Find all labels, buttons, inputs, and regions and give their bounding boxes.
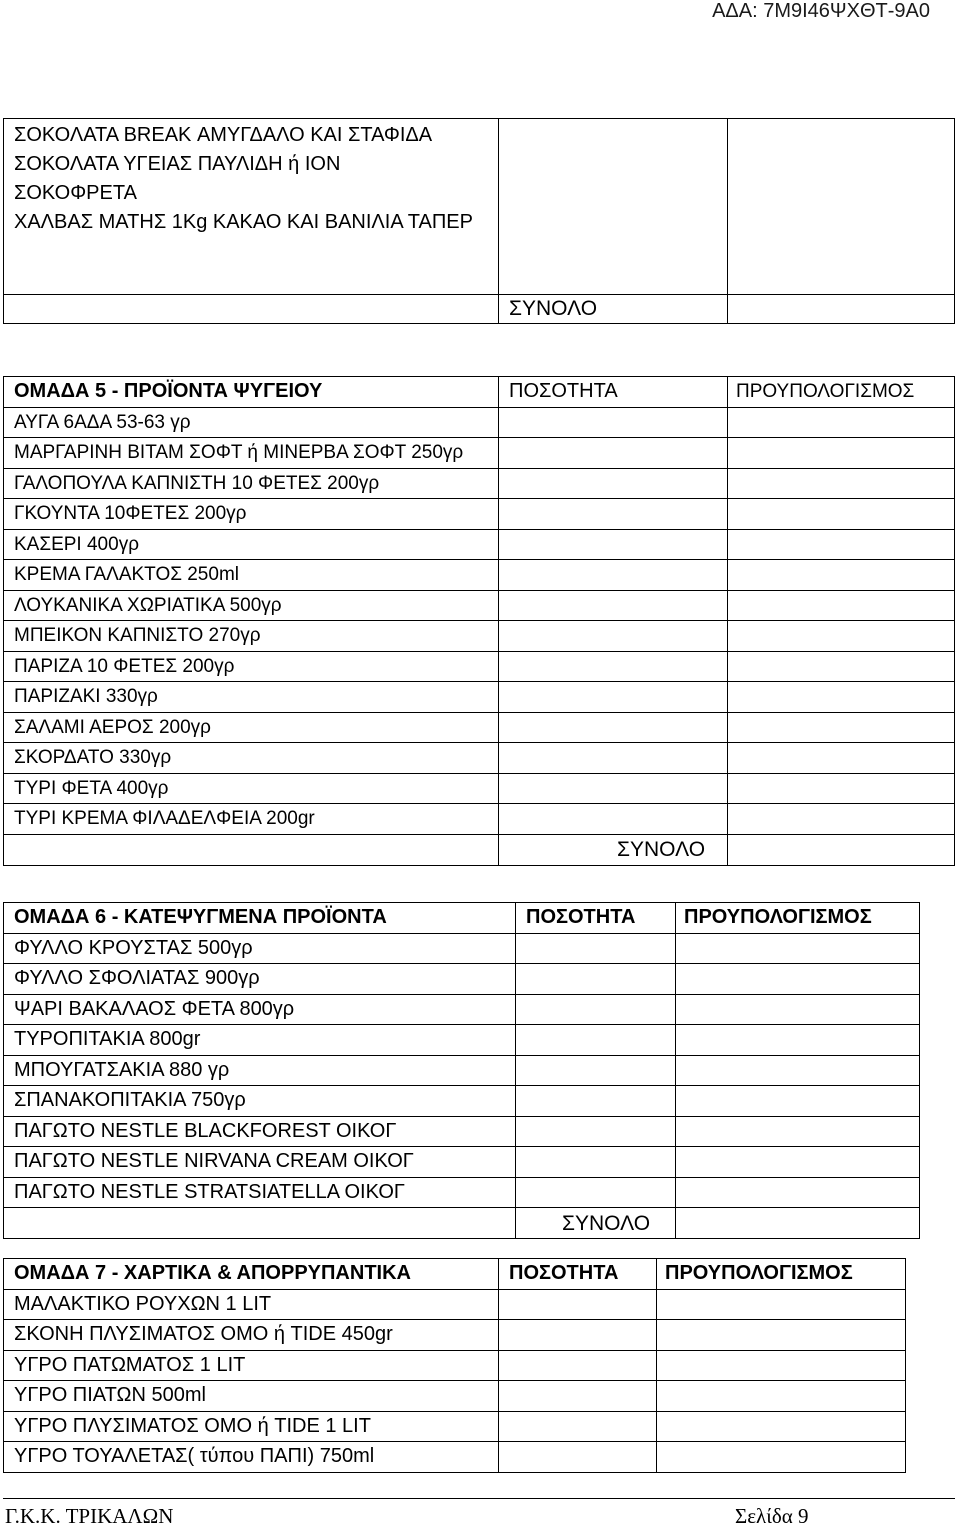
table-row xyxy=(4,1116,920,1147)
table-row xyxy=(4,1055,920,1086)
budget-cell[interactable] xyxy=(728,438,955,469)
page-number: Σελίδα 9 xyxy=(735,1504,809,1528)
table-row xyxy=(4,407,955,438)
empty-cell xyxy=(4,1208,516,1239)
quantity-cell[interactable] xyxy=(499,499,728,530)
total-label: ΣΥΝΟΛΟ xyxy=(516,1208,676,1239)
table-row xyxy=(4,119,955,295)
item-name: ΠΑΡΙΖΑ 10 ΦΕΤΕΣ 200γρ xyxy=(4,651,499,682)
budget-cell[interactable] xyxy=(676,933,920,964)
table-row xyxy=(4,712,955,743)
list-item: ΣΟΚΟΦΡΕΤΑ xyxy=(14,182,137,204)
quantity-cell[interactable] xyxy=(516,1116,676,1147)
quantity-cell[interactable] xyxy=(499,1442,657,1473)
quantity-cell[interactable] xyxy=(499,1381,657,1412)
budget-cell[interactable] xyxy=(657,1289,906,1320)
quantity-cell[interactable] xyxy=(499,743,728,774)
table-header-row xyxy=(4,903,920,934)
item-name: ΦΥΛΛΟ ΚΡΟΥΣΤΑΣ 500γρ xyxy=(4,933,516,964)
budget-cell[interactable] xyxy=(676,1055,920,1086)
item-name: ΤΥΡΙ ΦΕΤΑ 400γρ xyxy=(4,773,499,804)
budget-header: ΠΡΟΥΠΟΛΟΓΙΣΜΟΣ xyxy=(657,1259,906,1290)
table-row xyxy=(4,834,955,865)
item-name: ΓΚΟΥΝΤΑ 10ΦΕΤΕΣ 200γρ xyxy=(4,499,499,530)
budget-cell[interactable] xyxy=(728,560,955,591)
quantity-header: ΠΟΣΟΤΗΤΑ xyxy=(499,377,728,408)
item-name: ΑΥΓΑ 6ΑΔΑ 53-63 γρ xyxy=(4,407,499,438)
quantity-header: ΠΟΣΟΤΗΤΑ xyxy=(516,903,676,934)
budget-cell[interactable] xyxy=(728,651,955,682)
quantity-cell[interactable] xyxy=(499,1350,657,1381)
budget-cell[interactable] xyxy=(676,964,920,995)
total-value-cell[interactable] xyxy=(676,1208,920,1239)
quantity-cell[interactable] xyxy=(516,933,676,964)
table-row xyxy=(4,1381,906,1412)
budget-cell[interactable] xyxy=(728,590,955,621)
quantity-cell[interactable] xyxy=(516,1086,676,1117)
quantity-header: ΠΟΣΟΤΗΤΑ xyxy=(499,1259,657,1290)
budget-cell[interactable] xyxy=(657,1411,906,1442)
empty-cell xyxy=(4,295,499,324)
budget-cell[interactable] xyxy=(728,119,955,295)
item-name: ΥΓΡΟ ΠΛΥΣΙΜΑΤΟΣ ΟΜΟ ή TIDE 1 LIT xyxy=(4,1411,499,1442)
quantity-cell[interactable] xyxy=(516,1025,676,1056)
table-row xyxy=(4,682,955,713)
item-name: ΚΑΣΕΡΙ 400γρ xyxy=(4,529,499,560)
table-row xyxy=(4,1025,920,1056)
item-name: ΠΑΓΩΤΟ NESTLE BLACKFOREST ΟΙΚΟΓ xyxy=(4,1116,516,1147)
table-row xyxy=(4,773,955,804)
quantity-cell[interactable] xyxy=(499,590,728,621)
total-label: ΣΥΝΟΛΟ xyxy=(499,834,728,865)
quantity-cell[interactable] xyxy=(499,712,728,743)
total-value-cell[interactable] xyxy=(728,834,955,865)
footer-divider xyxy=(3,1498,955,1499)
group-title: ΟΜΑΔΑ 5 - ΠΡΟΪΟΝΤΑ ΨΥΓΕΙΟΥ xyxy=(4,377,499,408)
list-item: ΣΟΚΟΛΑΤΑ ΥΓΕΙΑΣ ΠΑΥΛΙΔΗ ή ΙΟΝ xyxy=(14,153,341,175)
empty-cell xyxy=(4,834,499,865)
budget-cell[interactable] xyxy=(657,1320,906,1351)
item-name: ΥΓΡΟ ΤΟΥΑΛΕΤΑΣ( τύπου ΠΑΠΙ) 750ml xyxy=(4,1442,499,1473)
item-name: ΤΥΡΟΠΙΤΑΚΙΑ 800gr xyxy=(4,1025,516,1056)
ada-code: ΑΔΑ: 7Μ9Ι46ΨΧΘΤ-9Α0 xyxy=(712,0,930,22)
table-row xyxy=(4,1208,920,1239)
budget-cell[interactable] xyxy=(728,499,955,530)
quantity-cell[interactable] xyxy=(499,560,728,591)
item-name: ΣΚΟΝΗ ΠΛΥΣΙΜΑΤΟΣ ΟΜΟ ή TIDE 450gr xyxy=(4,1320,499,1351)
budget-cell[interactable] xyxy=(676,1116,920,1147)
table-row xyxy=(4,1177,920,1208)
list-item: ΣΟΚΟΛΑΤΑ BREAK ΑΜΥΓΔΑΛΟ ΚΑΙ ΣΤΑΦΙΔΑ xyxy=(14,124,433,146)
item-name: ΜΠΟΥΓΑΤΣΑΚΙΑ 880 γρ xyxy=(4,1055,516,1086)
budget-cell[interactable] xyxy=(728,682,955,713)
table-header-row xyxy=(4,1259,906,1290)
budget-cell[interactable] xyxy=(657,1350,906,1381)
total-label: ΣΥΝΟΛΟ xyxy=(499,295,728,324)
list-item: ΧΑΛΒΑΣ ΜΑΤΗΣ 1Kg ΚΑΚΑΟ ΚΑΙ ΒΑΝΙΛΙΑ ΤΑΠΕΡ xyxy=(14,211,473,233)
budget-cell[interactable] xyxy=(657,1381,906,1412)
budget-cell[interactable] xyxy=(676,1086,920,1117)
budget-cell[interactable] xyxy=(728,468,955,499)
table-row xyxy=(4,1086,920,1117)
quantity-cell[interactable] xyxy=(499,1289,657,1320)
footer-organization: Γ.Κ.Κ. ΤΡΙΚΑΛΩΝ xyxy=(5,1504,174,1528)
item-name: ΣΠΑΝΑΚΟΠΙΤΑΚΙΑ 750γρ xyxy=(4,1086,516,1117)
table-row xyxy=(4,499,955,530)
table-row xyxy=(4,1350,906,1381)
item-name: ΜΑΡΓΑΡΙΝΗ ΒΙΤΑΜ ΣΟΦΤ ή ΜΙΝΕΡΒΑ ΣΟΦΤ 250γρ xyxy=(4,438,499,469)
quantity-cell[interactable] xyxy=(499,621,728,652)
item-name: ΤΥΡΙ ΚΡΕΜΑ ΦΙΛΑΔΕΛΦΕΙΑ 200gr xyxy=(4,804,499,835)
quantity-cell[interactable] xyxy=(499,119,728,295)
item-name: ΠΑΡΙΖΑΚΙ 330γρ xyxy=(4,682,499,713)
item-name: ΣΚΟΡΔΑΤΟ 330γρ xyxy=(4,743,499,774)
quantity-cell[interactable] xyxy=(516,1177,676,1208)
budget-cell[interactable] xyxy=(728,529,955,560)
budget-cell[interactable] xyxy=(728,621,955,652)
table-row xyxy=(4,560,955,591)
quantity-cell[interactable] xyxy=(516,994,676,1025)
table-prev-section xyxy=(3,118,955,324)
budget-cell[interactable] xyxy=(728,773,955,804)
table-row xyxy=(4,964,920,995)
quantity-cell[interactable] xyxy=(499,651,728,682)
table-header-row xyxy=(4,377,955,408)
table-group6 xyxy=(3,902,920,1239)
item-name: ΣΑΛΑΜΙ ΑΕΡΟΣ 200γρ xyxy=(4,712,499,743)
table-row xyxy=(4,438,955,469)
budget-cell[interactable] xyxy=(728,407,955,438)
item-name: ΦΥΛΛΟ ΣΦΟΛΙΑΤΑΣ 900γρ xyxy=(4,964,516,995)
budget-header: ΠΡΟΥΠΟΛΟΓΙΣΜΟΣ xyxy=(676,903,920,934)
item-cell xyxy=(4,119,499,295)
item-name: ΚΡΕΜΑ ΓΑΛΑΚΤΟΣ 250ml xyxy=(4,560,499,591)
item-name: ΠΑΓΩΤΟ NESTLE NIRVANA CREAM ΟΙΚΟΓ xyxy=(4,1147,516,1178)
budget-cell[interactable] xyxy=(728,743,955,774)
budget-cell[interactable] xyxy=(728,712,955,743)
group-title: ΟΜΑΔΑ 6 - ΚΑΤΕΨΥΓΜΕΝΑ ΠΡΟΪΟΝΤΑ xyxy=(4,903,516,934)
table-row xyxy=(4,1147,920,1178)
quantity-cell[interactable] xyxy=(499,468,728,499)
quantity-cell[interactable] xyxy=(516,1055,676,1086)
table-row xyxy=(4,804,955,835)
table-row xyxy=(4,933,920,964)
table-group5 xyxy=(3,376,955,866)
budget-cell[interactable] xyxy=(676,994,920,1025)
quantity-cell[interactable] xyxy=(499,438,728,469)
item-name: ΨΑΡΙ ΒΑΚΑΛΑΟΣ ΦΕΤΑ 800γρ xyxy=(4,994,516,1025)
quantity-cell[interactable] xyxy=(516,1147,676,1178)
quantity-cell[interactable] xyxy=(499,773,728,804)
table-row xyxy=(4,621,955,652)
budget-header: ΠΡΟΥΠΟΛΟΓΙΣΜΟΣ xyxy=(728,377,955,408)
table-row xyxy=(4,651,955,682)
table-row xyxy=(4,468,955,499)
table-row xyxy=(4,1320,906,1351)
item-name: ΜΠΕΙΚΟΝ ΚΑΠΝΙΣΤΟ 270γρ xyxy=(4,621,499,652)
quantity-cell[interactable] xyxy=(499,1320,657,1351)
table-row xyxy=(4,529,955,560)
table-row xyxy=(4,590,955,621)
table-row xyxy=(4,295,955,324)
budget-cell[interactable] xyxy=(657,1442,906,1473)
item-name: ΥΓΡΟ ΠΑΤΩΜΑΤΟΣ 1 LIT xyxy=(4,1350,499,1381)
budget-cell[interactable] xyxy=(728,804,955,835)
table-row xyxy=(4,743,955,774)
quantity-cell[interactable] xyxy=(499,529,728,560)
table-group7 xyxy=(3,1258,906,1473)
quantity-cell[interactable] xyxy=(516,964,676,995)
quantity-cell[interactable] xyxy=(499,1411,657,1442)
table-row xyxy=(4,1289,906,1320)
budget-cell[interactable] xyxy=(676,1147,920,1178)
table-row xyxy=(4,1411,906,1442)
table-row xyxy=(4,994,920,1025)
item-name: ΜΑΛΑΚΤΙΚΟ ΡΟΥΧΩΝ 1 LIT xyxy=(4,1289,499,1320)
total-value-cell[interactable] xyxy=(728,295,955,324)
group-title: ΟΜΑΔΑ 7 - ΧΑΡΤΙΚΑ & ΑΠΟΡΡΥΠΑΝΤΙΚΑ xyxy=(4,1259,499,1290)
item-name: ΠΑΓΩΤΟ NESTLE STRATSIATELLA ΟΙΚΟΓ xyxy=(4,1177,516,1208)
quantity-cell[interactable] xyxy=(499,407,728,438)
item-name: ΓΑΛΟΠΟΥΛΑ ΚΑΠΝΙΣΤΗ 10 ΦΕΤΕΣ 200γρ xyxy=(4,468,499,499)
item-name: ΥΓΡΟ ΠΙΑΤΩΝ 500ml xyxy=(4,1381,499,1412)
quantity-cell[interactable] xyxy=(499,682,728,713)
item-name: ΛΟΥΚΑΝΙΚΑ ΧΩΡΙΑΤΙΚΑ 500γρ xyxy=(4,590,499,621)
budget-cell[interactable] xyxy=(676,1025,920,1056)
quantity-cell[interactable] xyxy=(499,804,728,835)
table-row xyxy=(4,1442,906,1473)
budget-cell[interactable] xyxy=(676,1177,920,1208)
